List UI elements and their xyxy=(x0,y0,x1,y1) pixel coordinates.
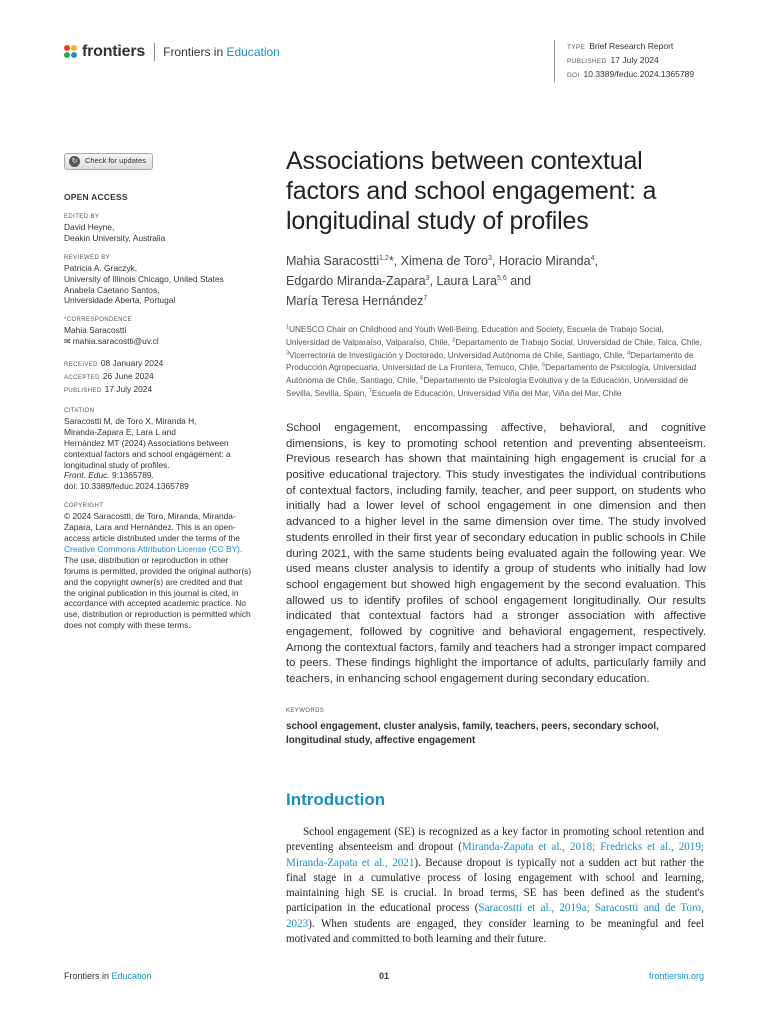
received-label: RECEIVED xyxy=(64,362,98,369)
article-meta xyxy=(554,40,694,82)
cc-license-link[interactable]: Creative Commons Attribution License (CC BY) xyxy=(64,543,240,554)
doi-label: DOI xyxy=(567,72,580,79)
correspondence-email[interactable]: mahia.saracostti@uv.cl xyxy=(72,336,159,347)
author-name: Horacio Miranda xyxy=(498,254,591,269)
published-value: 17 July 2024 xyxy=(610,55,659,65)
author-name: Laura Lara xyxy=(436,274,497,289)
copyright-section xyxy=(64,502,254,631)
accepted-date: 26 June 2024 xyxy=(102,371,154,382)
published-label: PUBLISHED xyxy=(567,58,607,65)
affiliation-number: 1 xyxy=(286,324,290,331)
affiliation-text: Departamento de Psicología, Universidad Autónoma de Chile, Santiago, Chile, xyxy=(286,363,697,386)
affiliation-text: Departamento de Producción Agropecuaria, Universidad de La Frontera, Temuco, Chile, xyxy=(286,350,694,373)
frontiers-logo-icon xyxy=(64,45,78,59)
author xyxy=(286,274,430,288)
footer-journal-prefix: Frontiers in xyxy=(64,971,110,981)
reviewer-affiliation: University of Illinois Chicago, United States xyxy=(64,273,224,284)
check-updates-button[interactable] xyxy=(64,153,153,170)
author-name: Edgardo Miranda-Zapara xyxy=(286,274,426,289)
citation-doi[interactable]: doi: 10.3389/feduc.2024.1365789 xyxy=(64,481,189,492)
article-sidebar xyxy=(64,153,254,631)
published-label: PUBLISHED xyxy=(64,387,102,394)
affiliation-text: Vicerrectoría de Investigación y Doctorado, Universidad Autónoma de Chile, Santiago, Chile, xyxy=(289,350,628,360)
author-name: Mahia Saracostti xyxy=(286,254,380,269)
intro-text: School engagement (SE) is recognized as a key factor in promoting school retention and preventing absenteeism and dropout ( xyxy=(286,826,704,854)
journal-name: Education xyxy=(226,45,280,59)
reviewer-name: Anabela Caetano Santos, xyxy=(64,284,160,295)
copyright-text xyxy=(64,511,254,631)
affiliation-number: 3 xyxy=(286,349,290,356)
type-value: Brief Research Report xyxy=(589,41,674,51)
author: Mahia Saracostti$^{1,2}$* xyxy=(286,254,394,269)
citation-line: Miranda-Zapara E, Lara L and xyxy=(64,426,176,437)
author xyxy=(286,294,427,308)
author-affiliation-ref: 3 xyxy=(488,255,492,262)
page-footer xyxy=(64,971,704,985)
open-access-label: OPEN ACCESS xyxy=(64,192,128,202)
citation-section xyxy=(64,407,254,492)
affiliation-text: Departamento de Trabajo Social, Universidad de Chile, Talca, Chile, xyxy=(455,337,702,347)
author-affiliation-ref: 1,2 xyxy=(379,255,389,262)
affiliation-text: Escuela de Educación, Universidad Viña del Mar, Viña del Mar, Chile xyxy=(371,388,622,398)
footer-journal-name: Education xyxy=(111,971,152,981)
check-updates-label: Check for updates xyxy=(85,156,146,166)
author-affiliation-ref: 3 xyxy=(425,275,430,283)
received-date: 08 January 2024 xyxy=(100,358,164,369)
author-list: Mahia Saracostti$^{1,2}$*, Ximena de Toro$^3$, Horacio Miranda$^4$, Edgardo Miranda-Zapara$^3$, Laura Lara$^{5,6}$ and María Teresa Hernández$^7$ xyxy=(286,254,598,309)
affiliation xyxy=(369,389,622,398)
copyright-text-start: © 2024 Saracostti, de Toro, Miranda, Miranda-Zapara, Lara and Hernández. This is an open-access article distributed under the terms of the xyxy=(64,511,240,544)
dates-section xyxy=(64,358,254,397)
mail-icon: ✉ xyxy=(64,337,71,347)
author xyxy=(499,254,595,268)
copyright-label: COPYRIGHT xyxy=(64,503,104,510)
abstract: School engagement, encompassing affective, behavioral, and cognitive dimensions, is key to promoting school retention and preventing absenteeism. Previous research has shown that maintaining high engagement is crucial for a positive educational trajectory. This study investigates the individual contributions of contextual factors, including family, teacher, and peer support, on students who initially had a lower level of school engagement in one dimension and then advanced to a higher level in the same dimension over time. The study involved students enrolled in their first year of secondary education in public schools in Chile during 2021, with the same students being evaluated again the following year. We used means cluster analysis to identify a group of students who initially had low school engagement but showed high engagement by the second evaluation. This allowed us to identify profiles of school engagement longitudinally. Our results indicated that contextual factors had a stronger association with affective engagement, followed by cognitive and behavioral engagement, respectively. Among the contextual factors, family and teachers had a stronger impact compared to peers. These findings highlight the importance of adults, particularly family and teachers, in enhancing school engagement during secondary education. xyxy=(286,421,706,686)
footer-journal[interactable] xyxy=(64,971,152,981)
introduction-heading: Introduction xyxy=(286,790,386,809)
correspondence-name: Mahia Saracostti xyxy=(64,325,127,336)
affiliations xyxy=(286,322,706,398)
citation-link[interactable]: Saracostti et al., 2019a; Saracostti and de Toro, 2023 xyxy=(286,902,704,930)
journal-prefix: Frontiers in xyxy=(163,45,224,59)
author xyxy=(437,274,507,288)
page-header xyxy=(64,40,714,80)
affiliation xyxy=(452,338,702,347)
published-date: 17 July 2024 xyxy=(104,383,153,394)
citation-volume: 9:1365789. xyxy=(111,470,154,481)
copyright-text-end: . The use, distribution or reproduction in other forums is permitted, provided the original author(s) and the copyright owner(s) are credited and that the original publication in this journal is cited, in accordance with accepted academic practice. No use, distribution or reproduction is permitted which does not comply with these terms. xyxy=(64,543,252,631)
citation-label: CITATION xyxy=(64,407,95,414)
intro-text: ). When students are engaged, they consider learning to be meaningful and feel motivated and committed to both learning and their future. xyxy=(286,917,704,946)
author-name: Ximena de Toro xyxy=(400,254,488,269)
article-main xyxy=(286,146,706,748)
citation-line: longitudinal study of profiles. xyxy=(64,459,170,470)
article-title: Associations between contextual factors and school engagement: a longitudinal study of profiles xyxy=(286,147,657,235)
intro-text: ). Because dropout is typically not a sudden act but rather the final stage in a cumulative process of losing engagement with school and learning, maintaining high SE is crucial. In broad terms, SE has been defined as the student's participation in the educational process ( xyxy=(286,856,704,915)
frontiers-logo[interactable] xyxy=(64,43,280,61)
page-number: 01 xyxy=(379,971,390,981)
affiliation-text: UNESCO Chair on Childhood and Youth Well-Being, Education and Society, Escuela de Trabajo Social, Universidad de Valparaíso, Valparaíso, Chile, xyxy=(286,325,664,347)
affiliation-text: Departamento de Psicología Evolutiva y de la Educación, Universidad de Sevilla, Sevilla, Spain, xyxy=(286,376,689,398)
edited-by-section xyxy=(64,213,254,244)
author-affiliation-ref: 7 xyxy=(423,295,428,303)
author-affiliation-ref: 4 xyxy=(590,255,595,262)
introduction-paragraph xyxy=(286,825,704,947)
reviewer-affiliation: Universidade Aberta, Portugal xyxy=(64,295,176,306)
correspondence-section xyxy=(64,316,254,348)
refresh-icon: ↻ xyxy=(69,156,80,167)
correspondence-label: *CORRESPONDENCE xyxy=(64,317,133,324)
citation-link[interactable]: Miranda-Zapata et al., 2018; Fredricks et al., 2019; Miranda-Zapata et al., 2021 xyxy=(286,841,704,869)
author-name: María Teresa Hernández xyxy=(286,294,424,309)
reviewed-by-section xyxy=(64,254,254,307)
affiliation-number: 4 xyxy=(627,349,631,356)
citation-line: Saracostti M, de Toro X, Miranda H, xyxy=(64,415,197,426)
accepted-label: ACCEPTED xyxy=(64,375,100,382)
affiliation-number: 6 xyxy=(420,375,424,382)
journal-title[interactable] xyxy=(163,45,280,59)
affiliation-number: 7 xyxy=(368,388,372,395)
citation-journal: Front. Educ. xyxy=(64,470,110,481)
keywords: school engagement, cluster analysis, family, teachers, peers, secondary school, longitudinal study, affective engagement xyxy=(286,720,659,746)
divider xyxy=(154,43,155,61)
affiliation xyxy=(286,351,627,360)
author-affiliation-ref: 5,6 xyxy=(497,275,507,283)
author xyxy=(401,254,492,268)
doi-value[interactable]: 10.3389/feduc.2024.1365789 xyxy=(583,69,695,79)
citation-line: Hernández MT (2024) Associations between xyxy=(64,437,229,448)
keywords-label: KEYWORDS xyxy=(286,707,325,714)
citation-line: contextual factors and school engagement: a xyxy=(64,448,231,459)
site-link[interactable]: frontiersin.org xyxy=(648,971,704,981)
reviewer-name: Patricia A. Graczyk, xyxy=(64,262,138,273)
editor-affiliation: Deakin University, Australia xyxy=(64,232,166,243)
reviewed-by-label: REVIEWED BY xyxy=(64,254,111,261)
affiliation-number: 2 xyxy=(452,337,456,344)
edited-by-label: EDITED BY xyxy=(64,213,100,220)
affiliation-number: 5 xyxy=(542,362,546,369)
brand-name: frontiers xyxy=(82,43,146,60)
type-label: TYPE xyxy=(567,44,586,51)
editor-name: David Heyne, xyxy=(64,221,115,232)
